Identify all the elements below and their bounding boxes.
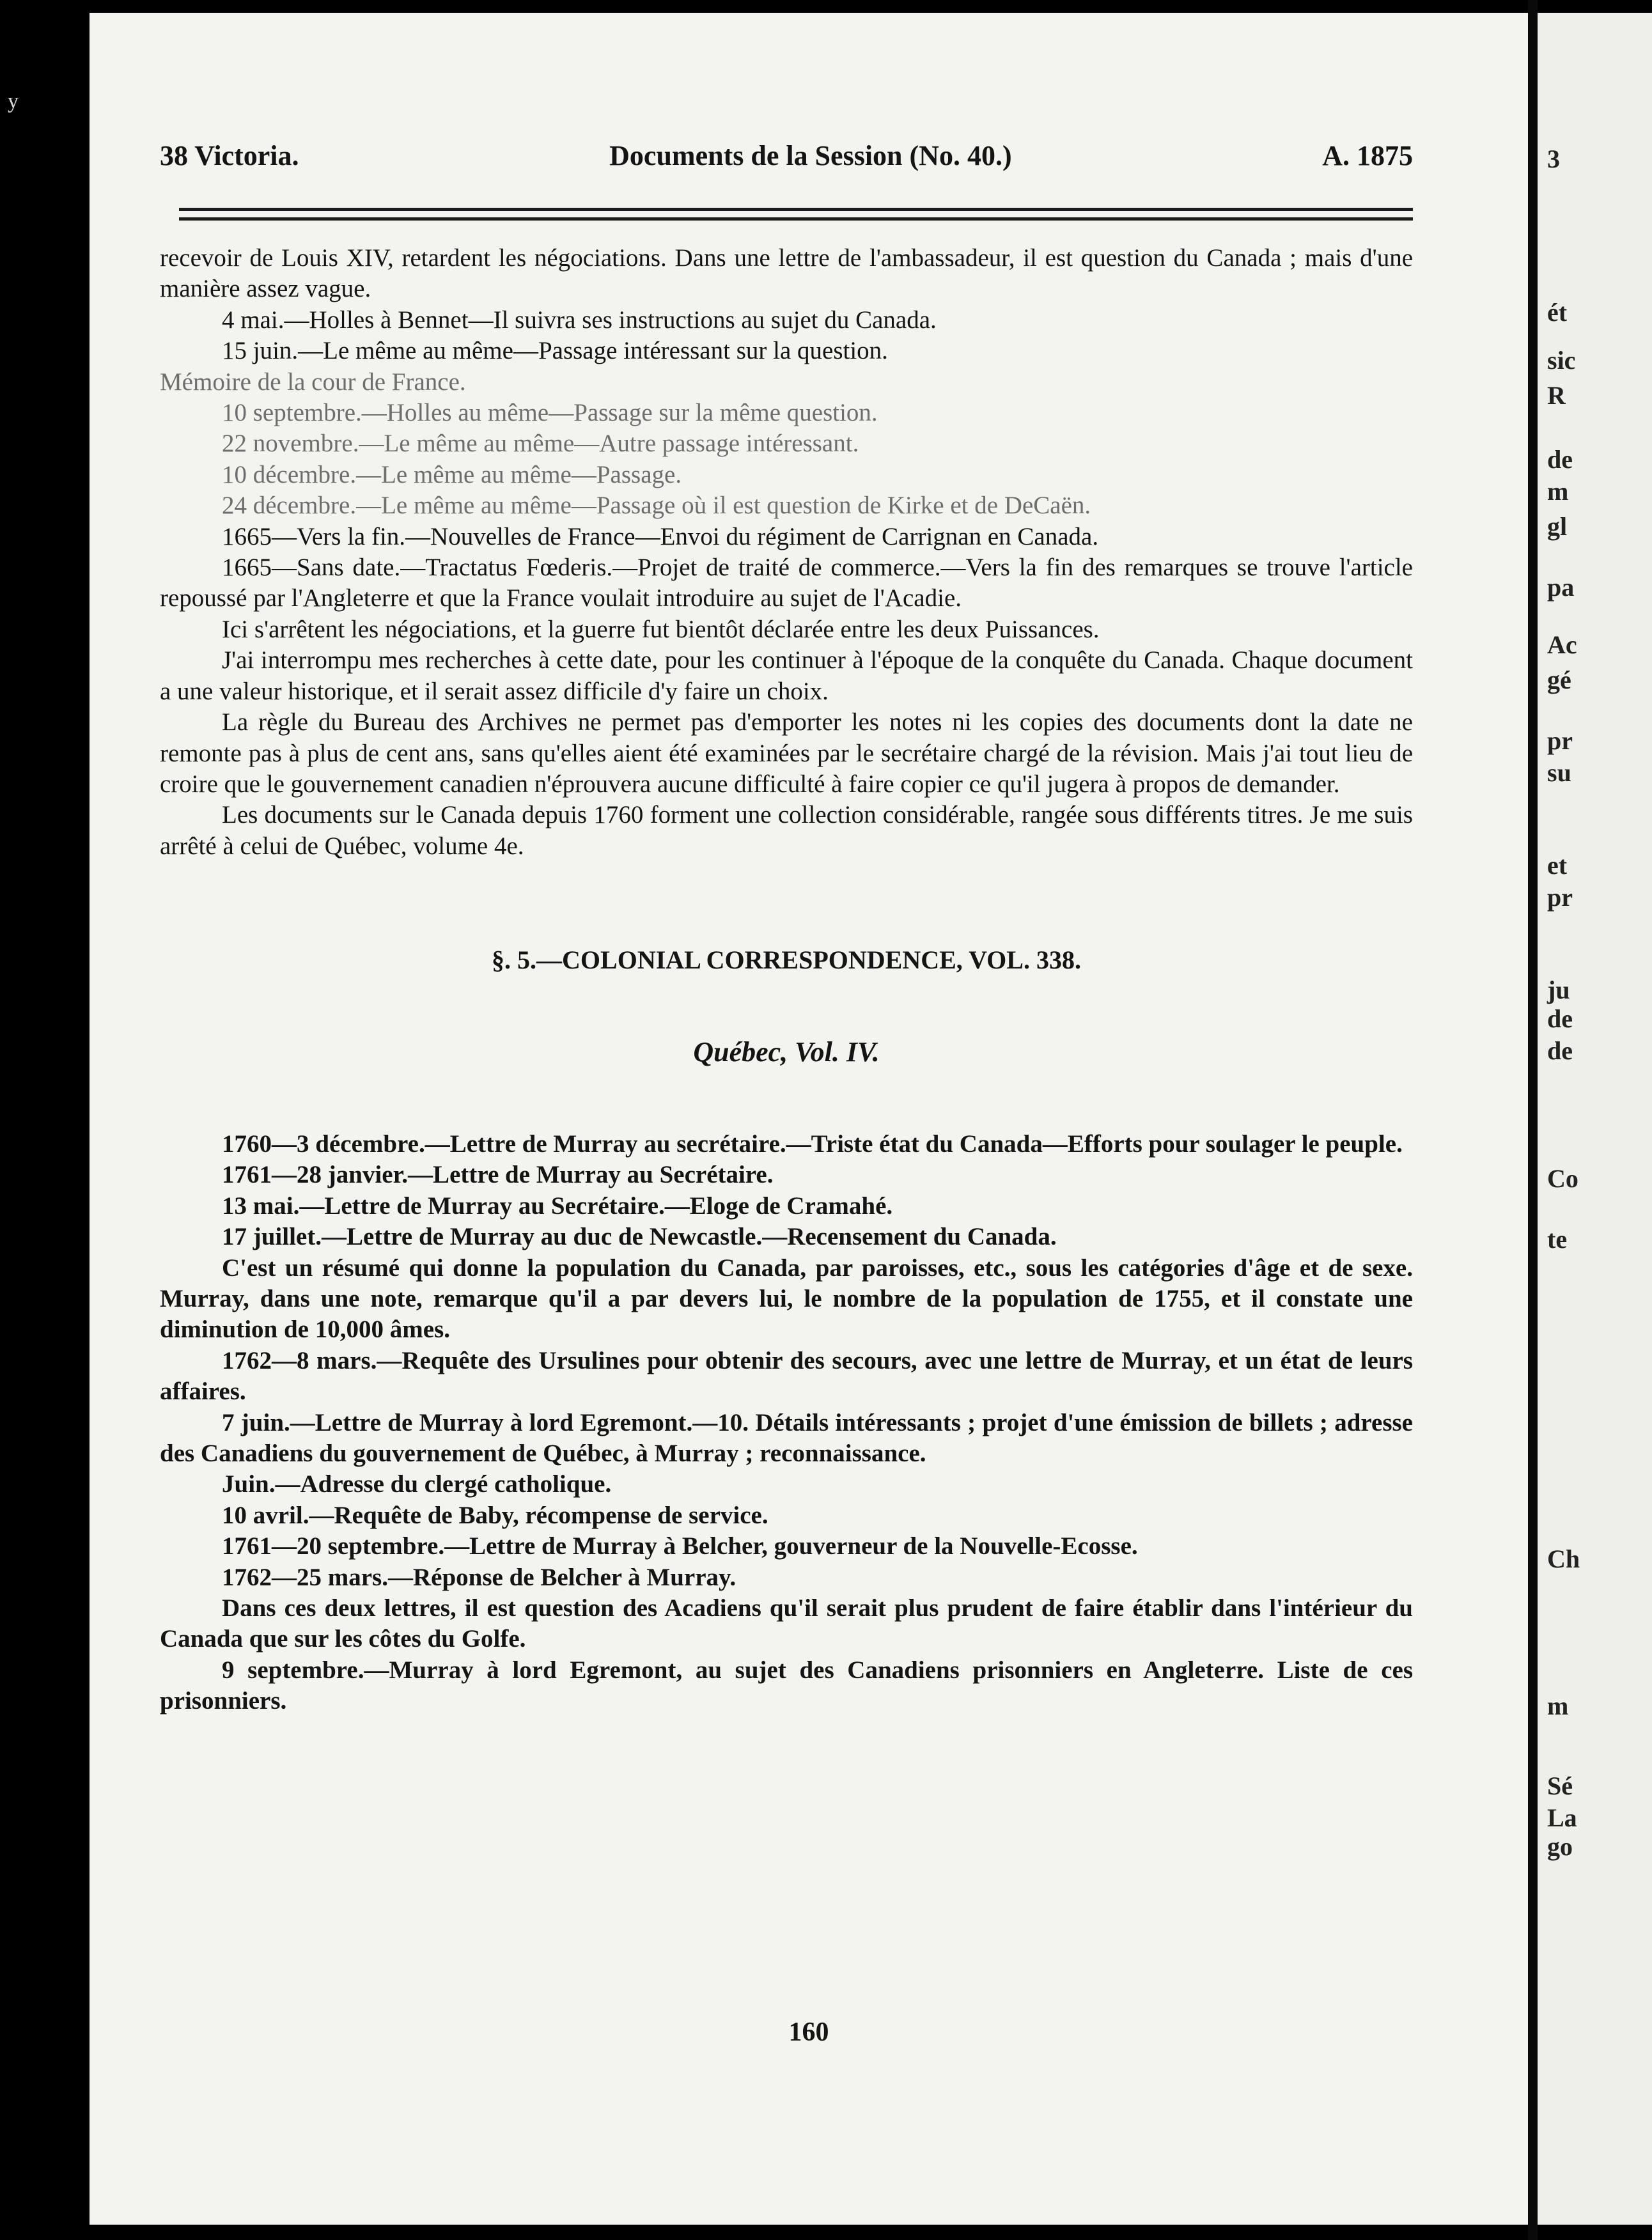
adjacent-text-fragment: gé [1547, 665, 1571, 694]
adjacent-text-fragment: de [1547, 445, 1573, 474]
adjacent-text-fragment: et [1547, 851, 1568, 880]
paragraph: 24 décembre.—Le même au même—Passage où il est question de Kirke et de DeCaën. [222, 492, 1091, 520]
adjacent-text-fragment: La [1547, 1803, 1577, 1832]
adjacent-text-fragment: m [1547, 1692, 1569, 1720]
paragraph: 1762—8 mars.—Requête des Ursulines pour obtenir des secours, avec une lettre de Murray, et un état de leurs affaires. [160, 1346, 1413, 1406]
paragraph: J'ai interrompu mes recherches à cette date, pour les continuer à l'époque de la conquête du Canada. Chaque document a une valeur historique, et il serait assez difficile d'y faire un choix. [160, 646, 1413, 705]
adjacent-text-fragment: Ch [1547, 1544, 1580, 1573]
paragraph: Mémoire de la cour de France. [160, 368, 466, 396]
page-number: 160 [788, 2018, 829, 2047]
adjacent-text-fragment: de [1547, 1004, 1573, 1033]
adjacent-text-fragment: pr [1547, 726, 1573, 755]
paragraph: Dans ces deux lettres, il est question des Acadiens qu'il serait plus prudent de faire établir dans l'intérieur du Canada que sur les côtes du Golfe. [160, 1594, 1413, 1653]
adjacent-text-fragment: pa [1547, 573, 1575, 602]
header-center: Documents de la Session (No. 40.) [609, 140, 1012, 171]
adjacent-text-fragment: Co [1547, 1164, 1578, 1193]
paragraphs-before-section [160, 243, 1413, 862]
book-gutter [1528, 0, 1538, 2240]
paragraph: 10 décembre.—Le même au même—Passage. [222, 460, 682, 488]
document-body [160, 243, 1413, 1717]
paragraph: 22 novembre.—Le même au même—Autre passage intéressant. [222, 430, 859, 458]
adjacent-text-fragment: ju [1547, 976, 1570, 1004]
adjacent-text-fragment: Ac [1547, 630, 1577, 659]
corner-mark: y [8, 89, 19, 113]
adjacent-text-fragment: m [1547, 477, 1569, 506]
adjacent-text-fragment: de [1547, 1036, 1573, 1065]
paragraph: 13 mai.—Lettre de Murray au Secrétaire.—Eloge de Cramahé. [222, 1192, 893, 1220]
paragraph: 1761—28 janvier.—Lettre de Murray au Secrétaire. [222, 1161, 774, 1189]
adjacent-text-fragment: pr [1547, 883, 1573, 912]
adjacent-text-fragment: sic [1547, 346, 1576, 375]
adjacent-text-fragment: 3 [1547, 144, 1560, 173]
paragraph: La règle du Bureau des Archives ne permet pas d'emporter les notes ni les copies des documents dont la date ne remonte pas à plus de cent ans, sans qu'elles aient été examinées par le secrétaire chargé de la révision. Mais j'ai tout lieu de croire que le gouvernement canadien n'éprouvera aucune difficulté à faire copier ce qu'il jugera à propos de demander. [160, 708, 1413, 798]
adjacent-text-fragment: gl [1547, 512, 1568, 541]
paragraph: 1761—20 septembre.—Lettre de Murray à Belcher, gouverneur de la Nouvelle-Ecosse. [222, 1532, 1138, 1560]
paragraph: 1665—Sans date.—Tractatus Fœderis.—Projet de traité de commerce.—Vers la fin des remarques se trouve l'article repoussé par l'Angleterre et que la France voulait introduire au sujet de l'Acadie. [160, 554, 1413, 612]
paragraph: 10 septembre.—Holles au même—Passage sur la même question. [222, 399, 878, 427]
adjacent-text-fragment: go [1547, 1832, 1573, 1861]
adjacent-text-fragment: Sé [1547, 1771, 1573, 1800]
paragraph: Les documents sur le Canada depuis 1760 forment une collection considérable, rangée sous différents titres. Je me suis arrêté à celui de Québec, volume 4e. [160, 801, 1413, 860]
paragraph: 15 juin.—Le même au même—Passage intéressant sur la question. [222, 337, 888, 365]
adjacent-text-fragment: su [1547, 758, 1571, 787]
adjacent-text-fragment: te [1547, 1225, 1568, 1254]
adjacent-page-edge [1538, 13, 1652, 2225]
sub-title: Québec, Vol. IV. [693, 1036, 880, 1068]
paragraph: Juin.—Adresse du clergé catholique. [222, 1470, 612, 1498]
paragraph: 1760—3 décembre.—Lettre de Murray au secrétaire.—Triste état du Canada—Efforts pour soulager le peuple. [222, 1130, 1403, 1158]
adjacent-text-fragment: ét [1547, 298, 1568, 327]
paragraph: 1762—25 mars.—Réponse de Belcher à Murray. [222, 1563, 736, 1591]
paragraph: Ici s'arrêtent les négociations, et la guerre fut bientôt déclarée entre les deux Puissances. [222, 615, 1100, 643]
header-double-rule [179, 208, 1413, 227]
adjacent-text-fragment: R [1547, 381, 1566, 410]
header-right: A. 1875 [1322, 140, 1413, 171]
section-title: §. 5.—COLONIAL CORRESPONDENCE, VOL. 338. [492, 945, 1081, 975]
paragraph: 17 juillet.—Lettre de Murray au duc de Newcastle.—Recensement du Canada. [222, 1223, 1057, 1251]
paragraph: 7 juin.—Lettre de Murray à lord Egremont.—10. Détails intéressants ; projet d'une émission de billets ; adresse des Canadiens du gouvernement de Québec, à Murray ; reconnaissance. [160, 1408, 1413, 1467]
paragraphs-after-section [160, 1129, 1413, 1717]
header-left: 38 Victoria. [160, 140, 299, 171]
paragraph: 9 septembre.—Murray à lord Egremont, au sujet des Canadiens prisonniers en Angleterre. Liste de ces prisonniers. [160, 1656, 1413, 1715]
paragraph: recevoir de Louis XIV, retardent les négociations. Dans une lettre de l'ambassadeur, il est question du Canada ; mais d'une manière assez vague. [160, 244, 1413, 303]
paragraph: 1665—Vers la fin.—Nouvelles de France—Envoi du régiment de Carrignan en Canada. [222, 522, 1099, 550]
running-header [160, 139, 1413, 172]
paragraph: 10 avril.—Requête de Baby, récompense de service. [222, 1501, 768, 1529]
paragraph: 4 mai.—Holles à Bennet—Il suivra ses instructions au sujet du Canada. [222, 306, 937, 334]
paragraph: C'est un résumé qui donne la population du Canada, par paroisses, etc., sous les catégories d'âge et de sexe. Murray, dans une note, remarque qu'il a par devers lui, le nombre de la population de 1755, et il constate une diminution de 10,000 âmes. [160, 1254, 1413, 1344]
